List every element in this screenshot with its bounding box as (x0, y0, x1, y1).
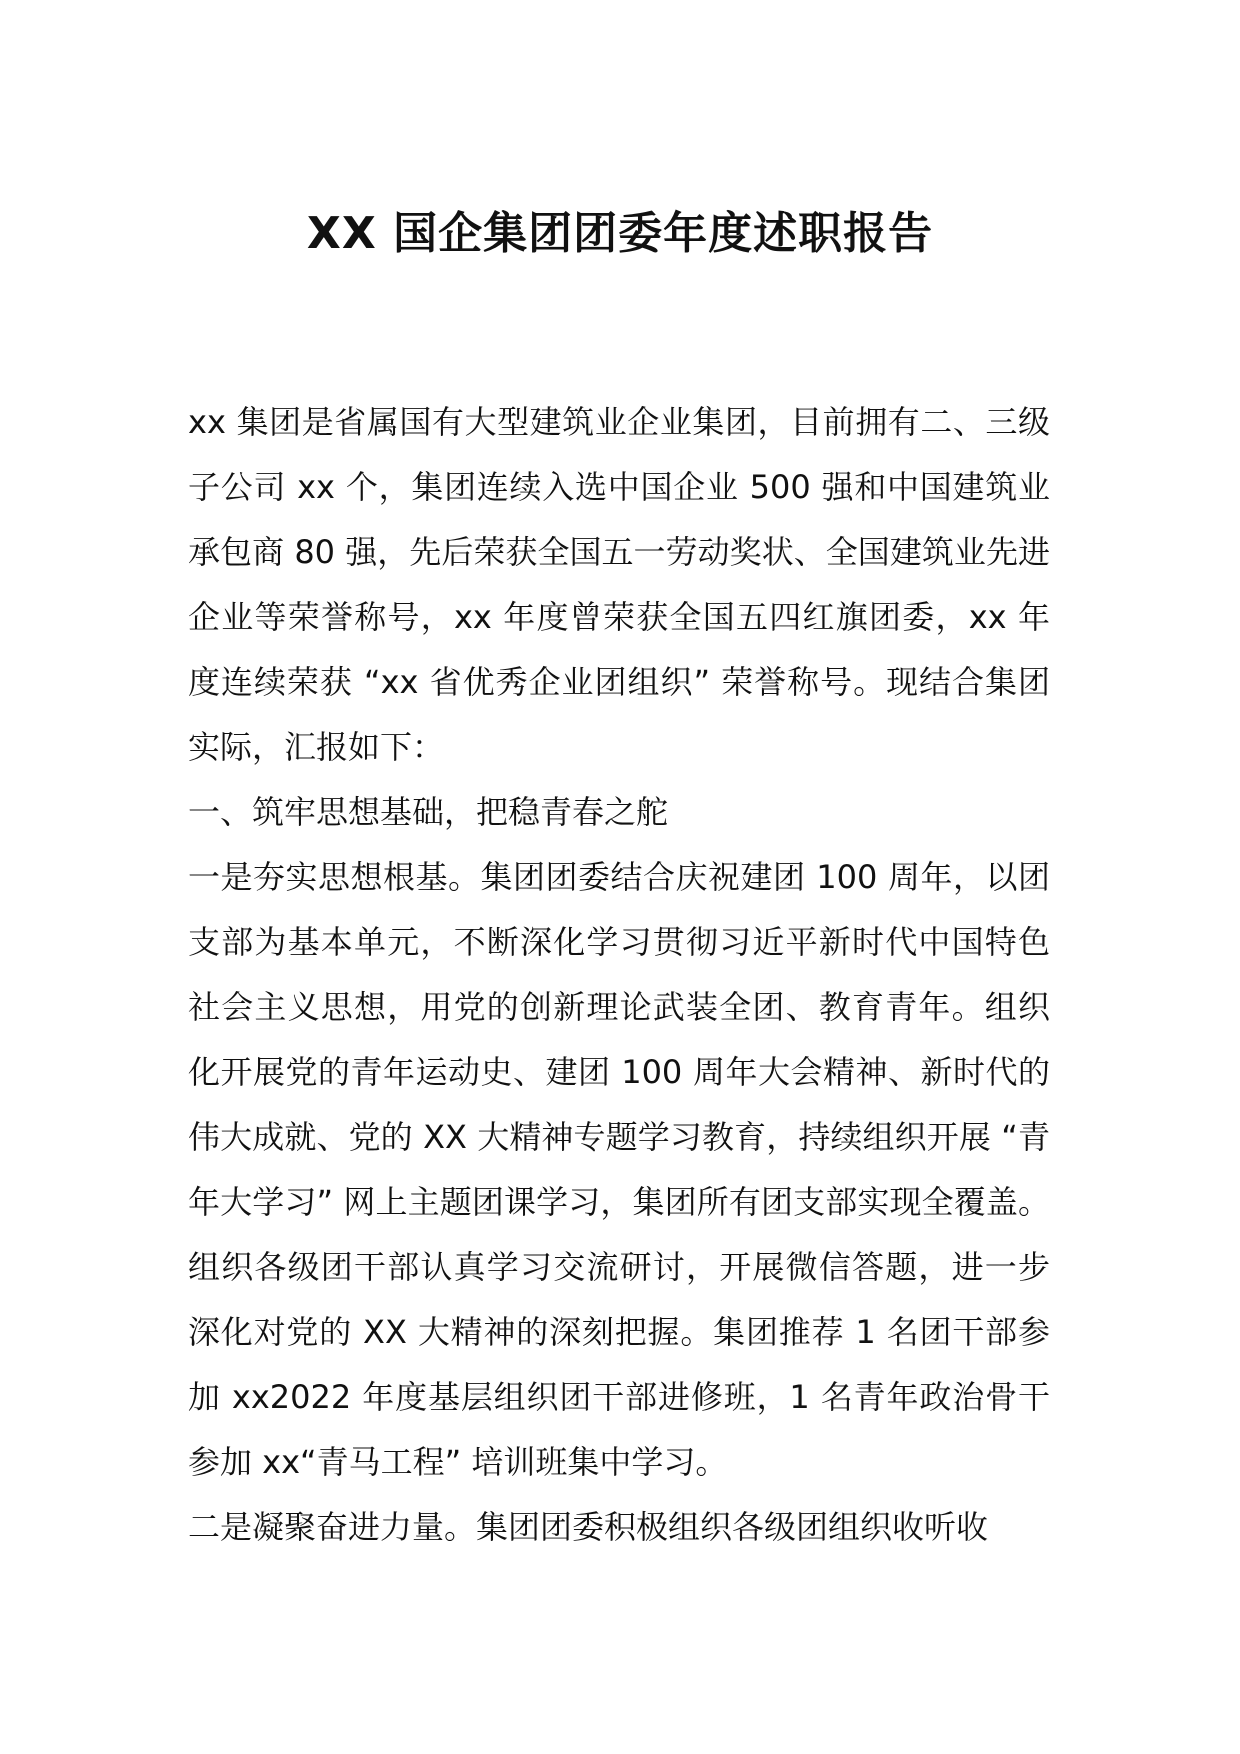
intro-paragraph: xx 集团是省属国有大型建筑业企业集团，目前拥有二、三级子公司 xx 个，集团连续入选中国企业 500 强和中国建筑业承包商 80 强，先后荣获全国五一劳动奖状、全国建筑业先进企业等荣誉称号，xx 年度曾荣获全国五四红旗团委，xx 年度连续荣获 “xx 省优秀企业团组织” 荣誉称号。现结合集团实际，汇报如下： (188, 403, 1050, 766)
body-paragraph: 二是凝聚奋进力量。集团团委积极组织各级团组织收听收 (188, 1508, 989, 1546)
document-title: XX 国企集团团委年度述职报告 (306, 208, 934, 259)
document-body (188, 390, 1050, 1560)
section-heading-1: 一、筑牢思想基础，把稳青春之舵 (188, 793, 669, 831)
body-paragraph: 一是夯实思想根基。集团团委结合庆祝建团 100 周年，以团支部为基本单元，不断深化学习贯彻习近平新时代中国特色社会主义思想，用党的创新理论武装全团、教育青年。组织化开展党的青年运动史、建团 100 周年大会精神、新时代的伟大成就、党的 XX 大精神专题学习教育，持续组织开展 “青年大学习” 网上主题团课学习，集团所有团支部实现全覆盖。组织各级团干部认真学习交流研讨，开展微信答题，进一步深化对党的 XX 大精神的深刻把握。集团推荐 1 名团干部参加 xx2022 年度基层组织团干部进修班，1 名青年政治骨干参加 xx“青马工程” 培训班集中学习。 (188, 858, 1050, 1481)
